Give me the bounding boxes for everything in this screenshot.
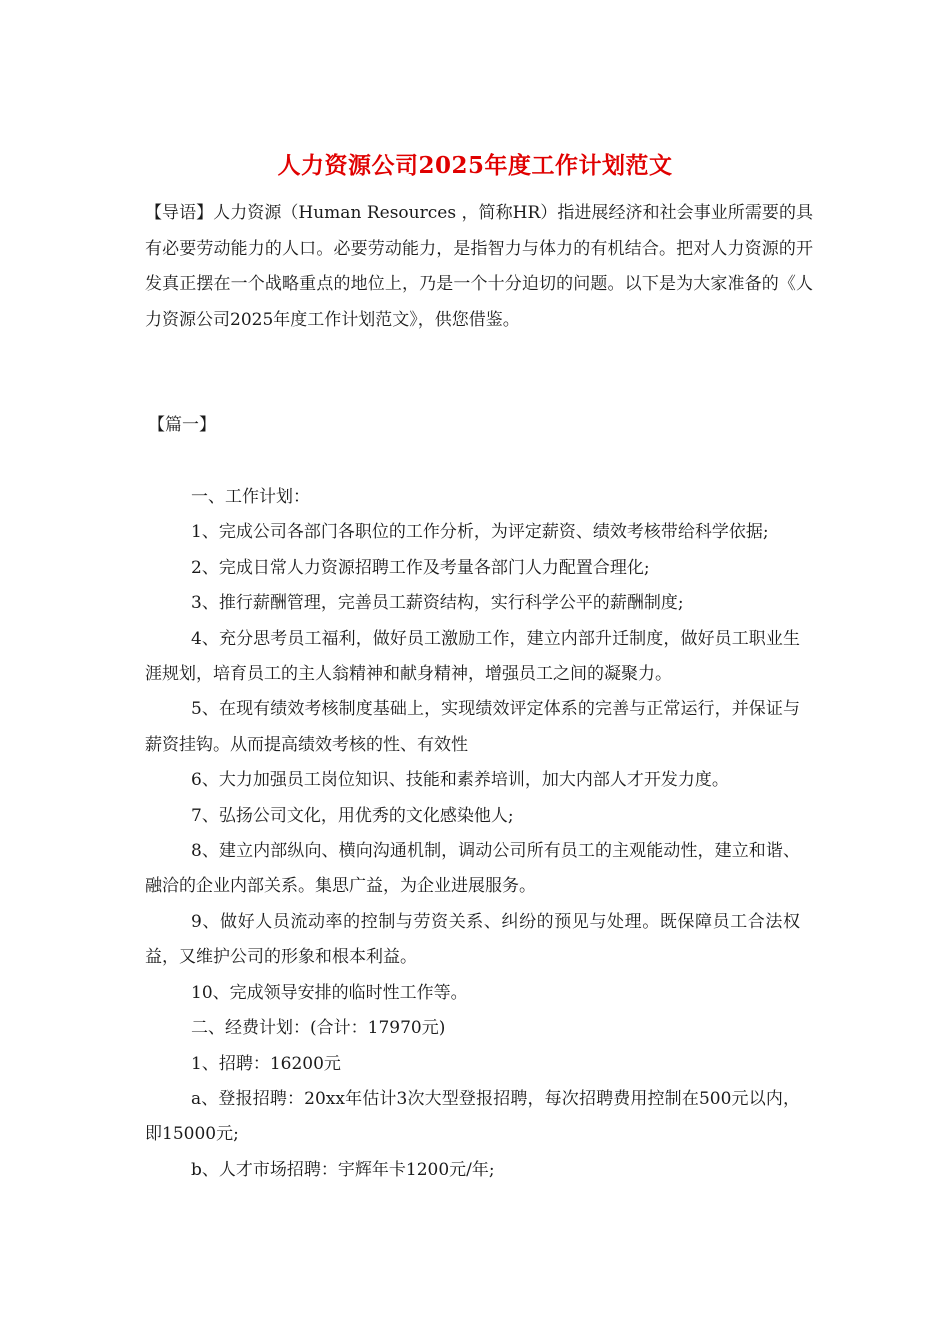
- intro-paragraph: 【导语】人力资源（Human Resources ，简称HR）指进展经济和社会事业所需要的具有必要劳动能力的人口。必要劳动能力，是指智力与体力的有机结合。把对人力资源的开发真正摆在一个战略重点的地位上，乃是一个十分迫切的问题。以下是为大家准备的《人力资源公司2025年度工作计划范文》，供您借鉴。: [145, 203, 813, 330]
- body-paragraph: 一、工作计划：: [191, 487, 310, 507]
- body-paragraph: 1、招聘：16200元: [191, 1053, 341, 1074]
- body-paragraph: 3、推行薪酬管理，完善员工薪资结构，实行科学公平的薪酬制度;: [191, 593, 684, 614]
- body-paragraph: 8、建立内部纵向、横向沟通机制，调动公司所有员工的主观能动性，建立和谐、融洽的企业内部关系。集思广益，为企业进展服务。: [145, 841, 800, 897]
- section-label: 【篇一】: [148, 415, 216, 435]
- body-paragraph: 5、在现有绩效考核制度基础上，实现绩效评定体系的完善与正常运行，并保证与薪资挂钩。从而提高绩效考核的性、有效性: [145, 699, 800, 755]
- body-paragraph: b、人才市场招聘：宇辉年卡1200元/年;: [191, 1159, 495, 1180]
- body-paragraph: 二、经费计划：(合计：17970元): [191, 1018, 446, 1039]
- body-paragraph: 9、做好人员流动率的控制与劳资关系、纠纷的预见与处理。既保障员工合法权益，又维护公司的形象和根本利益。: [145, 911, 800, 968]
- body-paragraph: 6、大力加强员工岗位知识、技能和素养培训，加大内部人才开发力度。: [191, 770, 729, 791]
- body-paragraph: a、登报招聘：20xx年估计3次大型登报招聘，每次招聘费用控制在500元以内，即15000元;: [145, 1088, 800, 1145]
- document-title: 人力资源公司2025年度工作计划范文: [277, 152, 673, 179]
- body-paragraph: 1、完成公司各部门各职位的工作分析，为评定薪资、绩效考核带给科学依据;: [191, 522, 769, 543]
- body-paragraph: 2、完成日常人力资源招聘工作及考量各部门人力配置合理化;: [191, 557, 650, 578]
- document-body: [145, 480, 800, 1188]
- body-paragraph: 7、弘扬公司文化，用优秀的文化感染他人;: [191, 805, 514, 826]
- body-paragraph: 4、充分思考员工福利，做好员工激励工作，建立内部升迁制度，做好员工职业生涯规划，培育员工的主人翁精神和献身精神，增强员工之间的凝聚力。: [145, 628, 800, 685]
- body-paragraph: 10、完成领导安排的临时性工作等。: [191, 982, 468, 1003]
